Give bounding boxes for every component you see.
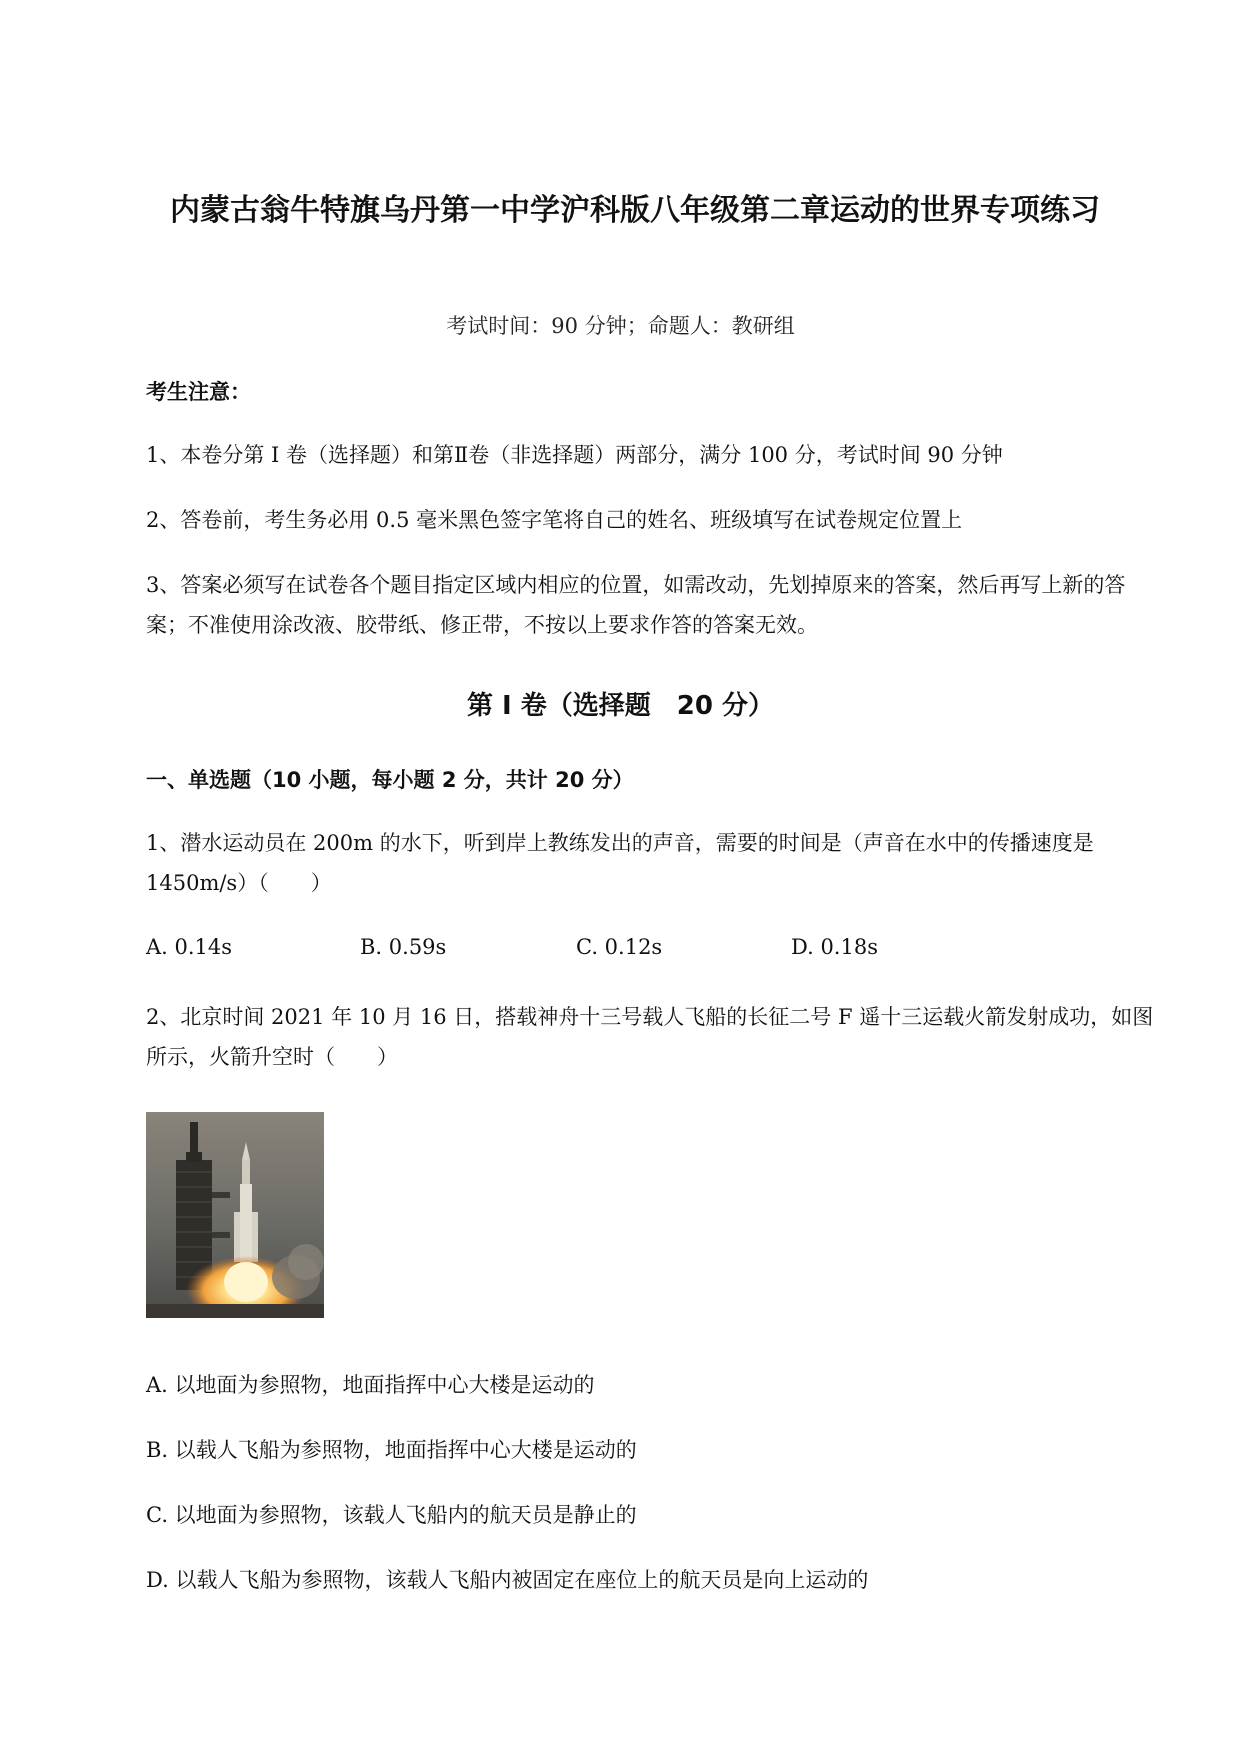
question-2-option-b: B. 以载人飞船为参照物，地面指挥中心大楼是运动的: [146, 1438, 637, 1462]
section-title: 第 I 卷（选择题 20 分）: [466, 691, 774, 721]
notice-item-3: 3、答案必须写在试卷各个题目指定区域内相应的位置，如需改动，先划掉原来的答案，然后再写上新的答案；不准使用涂改液、胶带纸、修正带，不按以上要求作答的答案无效。: [146, 573, 1126, 637]
notice-item-1: 1、本卷分第 I 卷（选择题）和第Ⅱ卷（非选择题）两部分，满分 100 分，考试时间 90 分钟: [146, 443, 1003, 467]
question-1-stem: 1、潜水运动员在 200m 的水下，听到岸上教练发出的声音，需要的时间是（声音在水中的传播速度是 1450m/s）（ ）: [146, 831, 1094, 895]
question-2-option-a: A. 以地面为参照物，地面指挥中心大楼是运动的: [146, 1373, 595, 1397]
question-1-option-a: A. 0.14s: [146, 935, 233, 959]
notice-heading: 考生注意：: [146, 380, 251, 404]
page-title: 内蒙古翁牛特旗乌丹第一中学沪科版八年级第二章运动的世界专项练习: [170, 193, 1100, 228]
section-subheading: 一、单选题（10 小题，每小题 2 分，共计 20 分）: [146, 768, 634, 792]
question-2-option-d: D. 以载人飞船为参照物，该载人飞船内被固定在座位上的航天员是向上运动的: [146, 1568, 869, 1592]
question-1-option-d: D. 0.18s: [791, 935, 878, 959]
question-1-option-c: C. 0.12s: [576, 935, 663, 959]
question-2-stem: 2、北京时间 2021 年 10 月 16 日，搭载神舟十三号载人飞船的长征二号 F 遥十三运载火箭发射成功，如图所示，火箭升空时（ ）: [146, 1005, 1154, 1069]
question-2-option-c: C. 以地面为参照物，该载人飞船内的航天员是静止的: [146, 1503, 637, 1527]
notice-item-2: 2、答卷前，考生务必用 0.5 毫米黑色签字笔将自己的姓名、班级填写在试卷规定位置上: [146, 508, 963, 532]
exam-subtitle: 考试时间：90 分钟；命题人：教研组: [446, 314, 795, 338]
rocket-launch-image: [146, 1112, 324, 1318]
question-1-option-b: B. 0.59s: [360, 935, 447, 959]
